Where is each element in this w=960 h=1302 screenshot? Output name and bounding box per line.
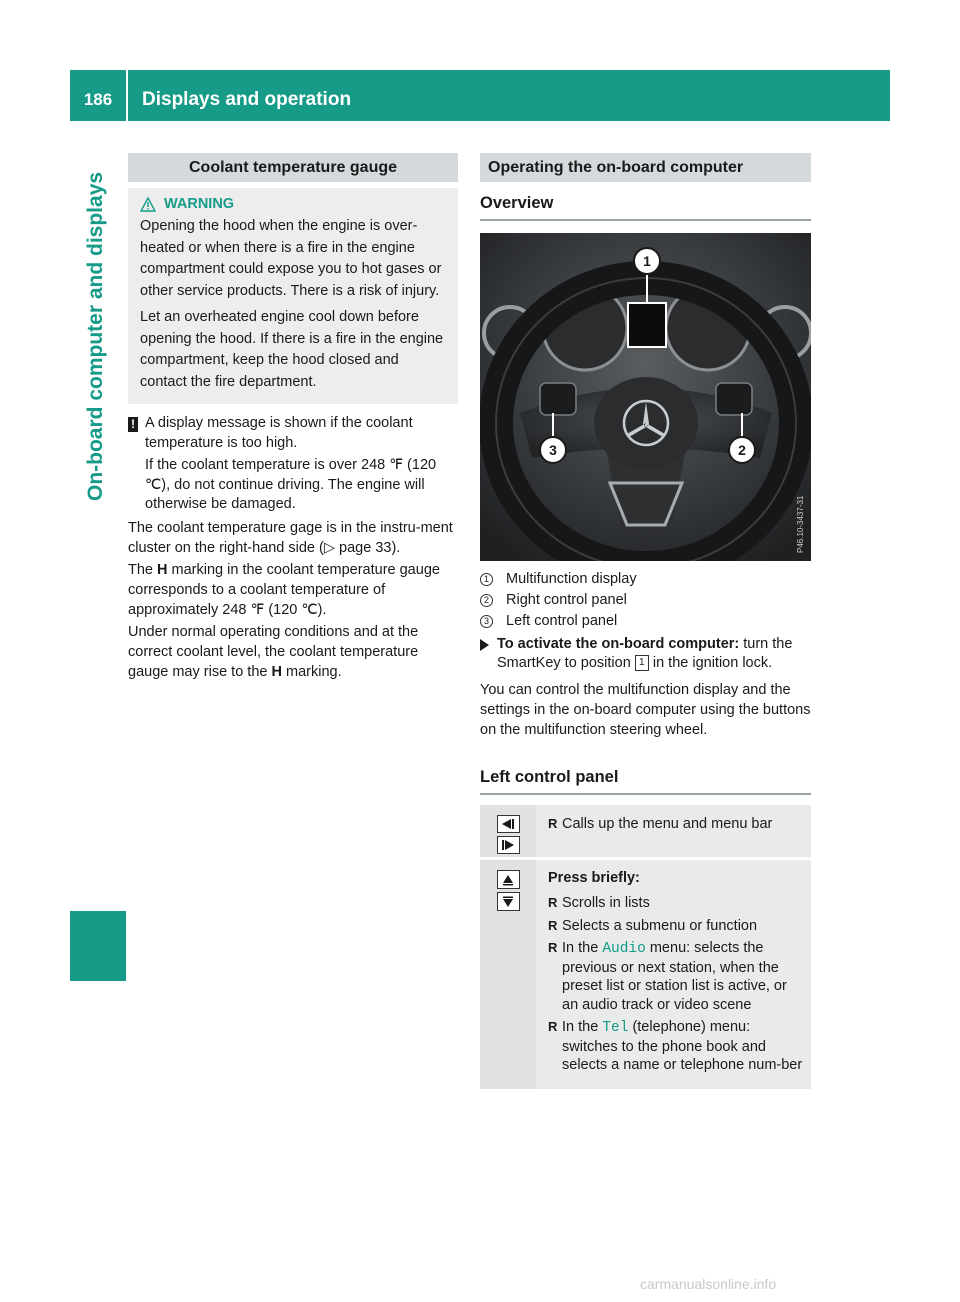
warning-box [128,188,458,404]
callout-3: 3 [549,442,557,458]
note-text-2: If the coolant temperature is over 248 ℉ (120 ℃), do not continue driving. The engine will otherwise be damaged. [145,457,437,512]
caption-item: 3 Left control panel [480,611,811,632]
photo-captions [480,569,811,632]
control-paragraph: You can control the multifunction display and the settings in the on-board computer using the buttons on the multifunction steering wheel. [480,682,811,738]
press-briefly-label: Press briefly: [548,870,640,886]
ignition-position-icon: 1 [635,655,649,671]
warning-triangle-icon [140,197,156,212]
warning-label: WARNING [164,196,235,212]
caption-item: 2 Right control panel [480,590,811,611]
warning-text-2: Let an overheated engine cool down before opening the hood. If there is a fire in the engine compartment, keep the hood closed and contact the fire department. [140,309,444,390]
body-paragraph-1: The coolant temperature gage is in the instru-ment cluster on the right-hand side (▷ page 33). [128,519,453,556]
body-paragraph-3: Under normal operating conditions and at the correct coolant level, the coolant temperature gauge may rise to the H marking. [128,623,419,680]
down-arrow-button-icon [497,892,520,911]
right-control-panel [716,383,752,415]
left-control-panel [540,383,576,415]
up-arrow-button-icon [497,870,520,889]
list-item: R In the Audio menu: selects the previous or next station, when the preset list or station list is active, or an audio track or video scene [548,940,787,1013]
section-title-onboard: Operating the on-board computer [480,153,811,182]
table-row [480,860,811,1089]
left-column [128,153,458,682]
watermark: carmanualsonline.info [640,1276,777,1292]
left-panel-heading: Left control panel [480,740,811,795]
control-table [480,805,811,1089]
caution-note [128,414,458,515]
section-title-coolant: Coolant temperature gauge [128,153,458,182]
button-column [480,860,536,1089]
display-highlight [628,303,666,347]
chapter-title: On-board computer and displays [84,171,107,501]
note-text-1: A display message is shown if the coolant temperature is too high. [145,415,413,451]
body-paragraph-2: The H marking in the coolant temperature gauge corresponds to a coolant temperature of approximately 248 ℉ (120 ℃). [128,561,440,618]
steering-wheel-illustration [480,233,811,561]
page-header [70,70,890,121]
description-column [536,860,811,1089]
overview-heading: Overview [480,182,811,221]
list-item: R Calls up the menu and menu bar [548,816,773,832]
button-column [480,805,536,857]
right-column [480,153,811,1092]
warning-text-1: Opening the hood when the engine is over-heated or when there is a fire in the engine compartment could expose you to hot gases or other service products. There is a risk of injury. [140,218,442,299]
caption-item: 1 Multifunction display [480,569,811,590]
left-arrow-button-icon [497,815,520,833]
table-row [480,805,811,857]
list-item: R Selects a submenu or function [548,917,758,934]
list-item: R Scrolls in lists [548,895,650,911]
page-number: 186 [83,90,113,109]
steering-wheel-photo [480,233,811,561]
chapter-sidebar [70,121,126,1252]
activate-instruction: To activate the on-board computer: turn the SmartKey to position 1 in the ignition lock. [480,635,811,673]
header-divider [126,70,128,121]
callout-1: 1 [643,253,651,269]
callout-2: 2 [738,442,746,458]
list-item: R In the Tel (telephone) menu: switches to the phone book and selects a name or telephone num-ber [548,1019,803,1073]
description-column [536,805,811,857]
image-code: P46.10-3437-31 [796,495,805,553]
caution-icon: ! [128,417,138,432]
chapter-tab-marker [70,911,126,981]
instruction-arrow-icon [480,639,489,651]
right-arrow-button-icon [497,836,520,854]
warning-title [140,196,446,212]
header-title: Displays and operation [142,89,352,110]
